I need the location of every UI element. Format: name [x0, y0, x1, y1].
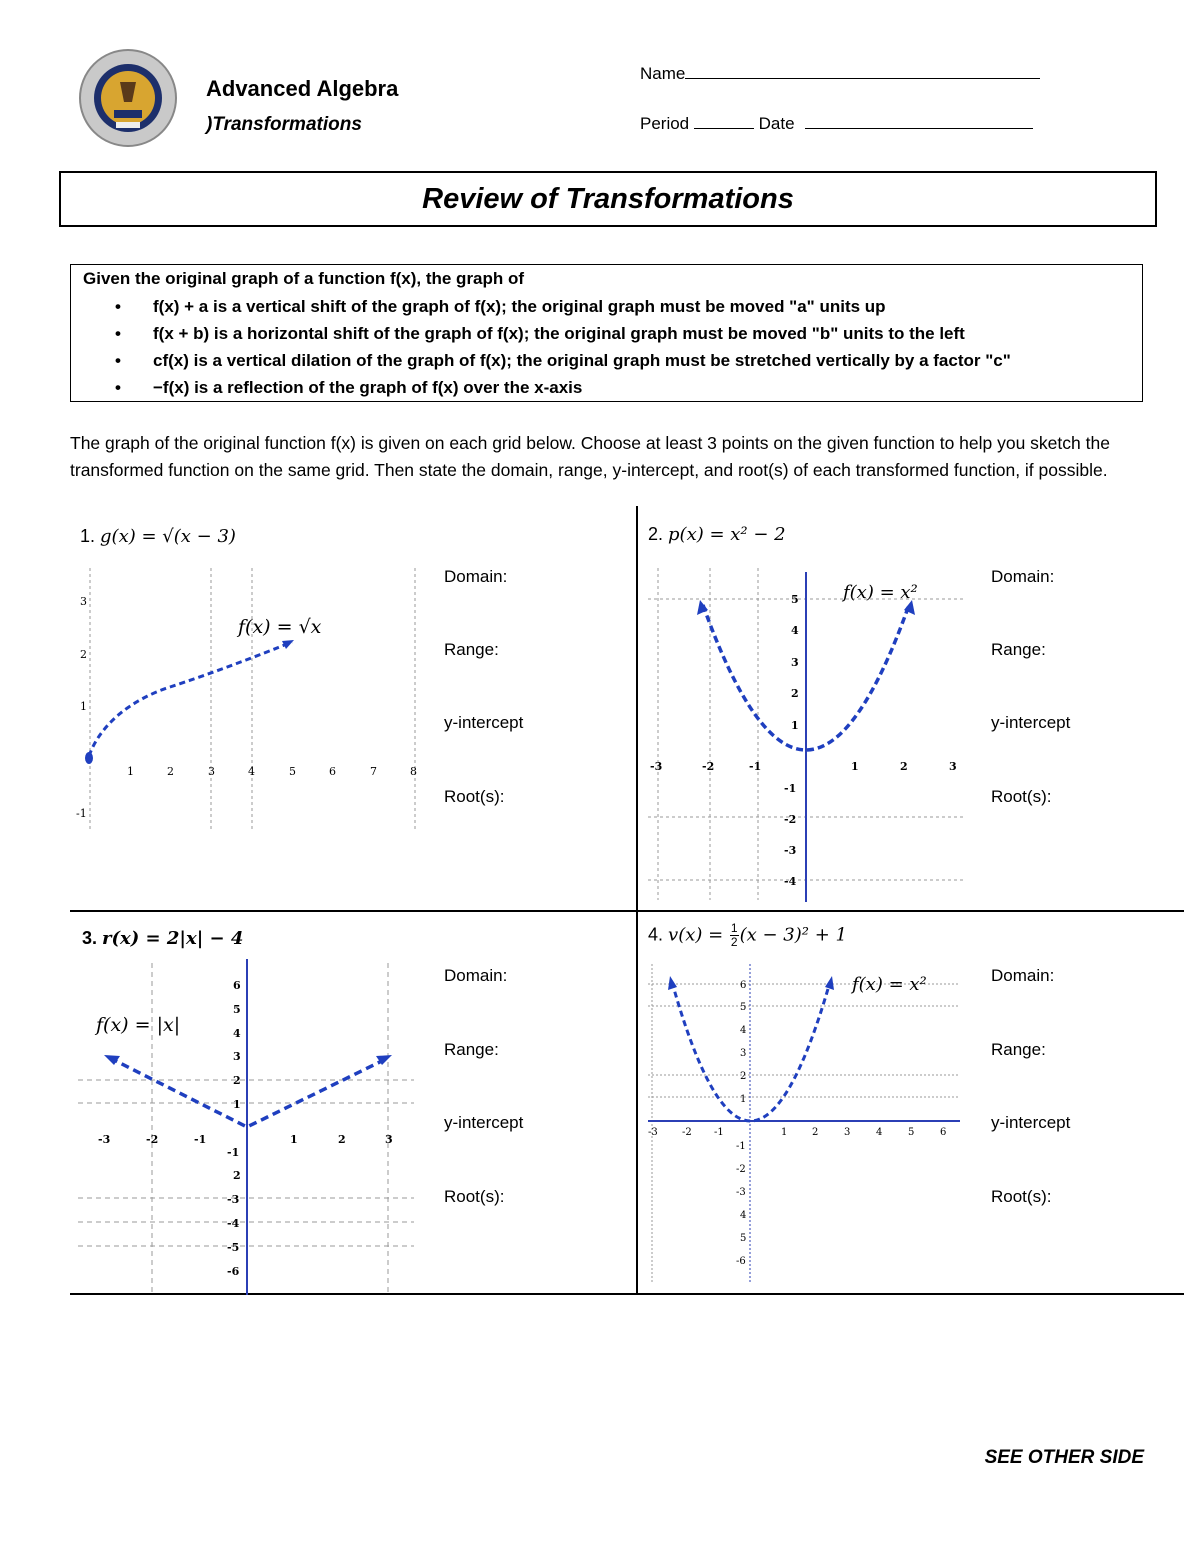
x-tick: -1: [749, 760, 762, 773]
graph-1[interactable]: [70, 560, 435, 835]
page-title: Review of Transformations: [422, 183, 794, 215]
problem-4-title: 4. v(x) = $\frac{1}{2}$ (x − 3)² + 1: [648, 921, 847, 949]
problem-2-equation: p(x) = x² − 2: [668, 524, 786, 545]
see-other-side: SEE OTHER SIDE: [984, 1447, 1144, 1468]
curve-sqrt: [89, 642, 292, 756]
y-tick: 5: [791, 593, 799, 606]
date-field[interactable]: [805, 128, 1033, 129]
x-tick: 1: [851, 760, 859, 773]
y-tick: 5: [233, 1003, 241, 1016]
problem-1-equation: g(x) = √(x − 3): [100, 526, 236, 547]
p3-y-intercept: y-intercept: [444, 1113, 524, 1132]
y-tick: -3: [736, 1187, 746, 1198]
name-label: Name: [640, 64, 686, 83]
y-tick: -6: [227, 1265, 240, 1278]
x-tick: 3: [208, 765, 215, 778]
bullet-icon: •: [115, 324, 121, 343]
x-tick: 5: [908, 1127, 915, 1138]
y-tick: 1: [80, 700, 87, 713]
course-title: Advanced Algebra: [206, 76, 399, 101]
y-tick: 1: [791, 719, 799, 732]
fraction: $\frac{1}{2}$: [730, 921, 738, 949]
y-tick: 2: [80, 648, 87, 661]
y-tick: -5: [227, 1241, 240, 1254]
y-tick: 4: [740, 1210, 747, 1221]
y-tick: -6: [736, 1256, 746, 1267]
p3-roots: Root(s):: [444, 1187, 505, 1206]
x-tick: -1: [194, 1133, 207, 1146]
title-box: [59, 171, 1157, 227]
period-label: Period: [640, 114, 690, 133]
p1-range: Range:: [444, 640, 499, 659]
y-tick: -2: [784, 813, 797, 826]
y-tick: 5: [740, 1233, 747, 1244]
name-row: [640, 64, 1040, 84]
y-tick: 2: [791, 687, 799, 700]
x-tick: 6: [329, 765, 336, 778]
x-tick: -3: [648, 1127, 658, 1138]
x-tick: 1: [290, 1133, 298, 1146]
problem-1-title: 1. g(x) = √(x − 3): [80, 526, 236, 547]
x-tick: 1: [127, 765, 134, 778]
y-tick: -1: [76, 807, 87, 820]
x-tick: 6: [940, 1127, 947, 1138]
y-tick: 4: [791, 624, 799, 637]
p4-domain: Domain:: [991, 966, 1055, 985]
period-field[interactable]: [694, 128, 754, 129]
y-tick: 2: [233, 1074, 241, 1087]
instructions: The graph of the original function f(x) is given on each grid below. Choose at least 3 points on the given function to help you sketch the transformed function on the same grid. Then state the domain, range, y-intercept, and root(s) of each transformed function, if possible.: [70, 433, 1110, 480]
date-label: Date: [758, 114, 795, 133]
x-tick: -2: [146, 1133, 159, 1146]
rules-box: Given the original graph of a function f(x), the graph of • f(x) + a is a vertical shift of the graph of f(x); the original graph must be moved "a" units up • f(x + b) is a horizontal shift of the graph of f(x); the original graph must be moved "b" units to the left • cf(x) is a vertical dilation of the graph of f(x); the original graph must be stretched vertically by a factor "c" • −f(x) is a reflection of the graph of f(x) over the x-axis: [70, 264, 1143, 402]
p2-domain: Domain:: [991, 567, 1055, 586]
x-tick: -2: [702, 760, 715, 773]
x-tick: -1: [714, 1127, 724, 1138]
x-tick: 4: [248, 765, 255, 778]
p1-roots: Root(s):: [444, 787, 505, 806]
x-tick: 7: [370, 765, 377, 778]
p3-domain: Domain:: [444, 966, 508, 985]
y-tick: -4: [227, 1217, 240, 1230]
x-tick: 2: [812, 1127, 819, 1138]
problem-3-equation: r(x) = 2|x| − 4: [102, 928, 244, 949]
p4-range: Range:: [991, 1040, 1046, 1059]
p2-y-intercept: y-intercept: [991, 713, 1071, 732]
graph-1-label: f(x) = √x: [238, 616, 322, 638]
name-field[interactable]: [685, 78, 1040, 79]
p3-range: Range:: [444, 1040, 499, 1059]
p2-range: Range:: [991, 640, 1046, 659]
y-tick: 1: [233, 1098, 241, 1111]
p2-roots: Root(s):: [991, 787, 1052, 806]
x-tick: 2: [167, 765, 174, 778]
y-tick: 6: [233, 979, 241, 992]
y-tick: -1: [736, 1141, 746, 1152]
y-tick: 6: [740, 980, 747, 991]
y-tick: 3: [791, 656, 799, 669]
x-tick: -3: [650, 760, 663, 773]
arrow-icon: [668, 976, 677, 990]
y-tick: -4: [784, 875, 797, 888]
bullet-icon: •: [115, 297, 121, 316]
x-tick: -3: [98, 1133, 111, 1146]
arrow-icon: [825, 976, 834, 990]
rules-lead: Given the original graph of a function f(x), the graph of: [83, 269, 525, 288]
unit-title: )Transformations: [206, 114, 362, 135]
x-tick: 1: [781, 1127, 788, 1138]
y-tick: 1: [740, 1094, 747, 1105]
x-tick: 2: [338, 1133, 346, 1146]
graph-2[interactable]: [646, 560, 968, 902]
p4-y-intercept: y-intercept: [991, 1113, 1071, 1132]
x-tick: 2: [900, 760, 908, 773]
graph-4[interactable]: [646, 960, 966, 1285]
x-tick: 8: [410, 765, 417, 778]
graph-2-label: f(x) = x²: [843, 582, 918, 603]
y-tick: 3: [740, 1048, 747, 1059]
arrow-icon: [697, 600, 708, 615]
x-tick: 3: [949, 760, 957, 773]
divider-horizontal: [70, 910, 1184, 912]
x-tick: 3: [385, 1133, 393, 1146]
y-tick: -3: [227, 1193, 240, 1206]
y-tick: -3: [784, 844, 797, 857]
y-tick: 4: [233, 1027, 241, 1040]
y-tick: 2: [233, 1169, 241, 1182]
problem-2-title: 2. p(x) = x² − 2: [648, 524, 786, 545]
y-tick: -2: [736, 1164, 746, 1175]
endpoint-dot: [85, 752, 93, 764]
y-tick: 3: [80, 595, 87, 608]
p4-roots: Root(s):: [991, 1187, 1052, 1206]
graph-3[interactable]: [76, 955, 416, 1295]
arrow-icon: [282, 640, 294, 649]
p1-y-intercept: y-intercept: [444, 713, 524, 732]
y-tick: -1: [227, 1146, 240, 1159]
x-tick: -2: [682, 1127, 692, 1138]
curve-parabola: [672, 982, 830, 1121]
divider-vertical: [636, 506, 638, 1294]
y-tick: 5: [740, 1002, 747, 1013]
y-tick: 2: [740, 1071, 747, 1082]
p1-domain: Domain:: [444, 567, 508, 586]
y-tick: 3: [233, 1050, 241, 1063]
bullet-icon: •: [115, 378, 121, 397]
district-logo: [78, 48, 178, 148]
x-tick: 5: [289, 765, 296, 778]
period-date-row: [640, 114, 1033, 134]
bullet-icon: •: [115, 351, 121, 370]
problem-3-title: 3. r(x) = 2|x| − 4: [82, 928, 244, 949]
graph-4-label: f(x) = x²: [852, 974, 927, 995]
y-tick: 4: [740, 1025, 747, 1036]
graph-3-label: f(x) = |x|: [96, 1014, 181, 1036]
x-tick: 3: [844, 1127, 851, 1138]
x-tick: 4: [876, 1127, 883, 1138]
y-tick: -1: [784, 782, 797, 795]
